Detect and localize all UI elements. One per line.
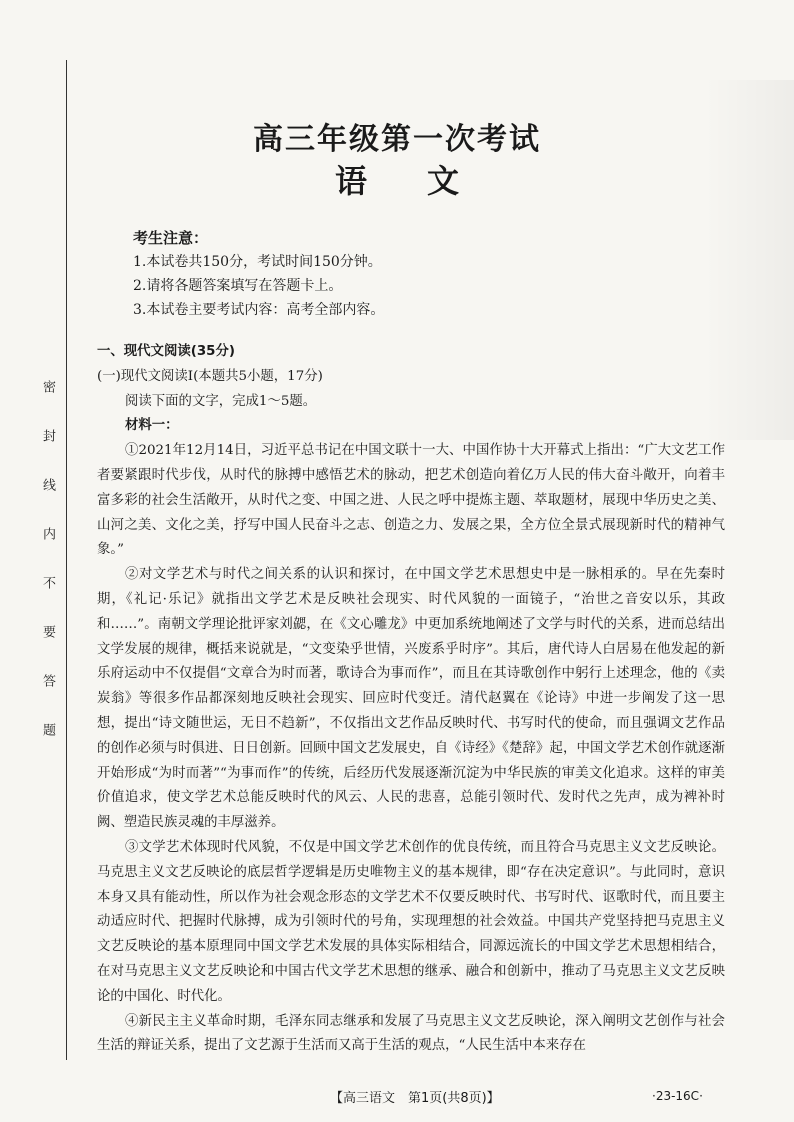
section-heading: 一、现代文阅读(35分) (97, 344, 235, 359)
paragraph: ①2021年12月14日，习近平总书记在中国文联十一大、中国作协十大开幕式上指出：“广大文艺工作者要紧跟时代步伐，从时代的脉搏中感悟艺术的脉动，把艺术创造向着亿万人民的伟大奋斗敞开，向着丰富多彩的社会生活敞开，从时代之变、中国之进、人民之呼中提炼主题、萃取题材，展现中华历史之美、山河之美、文化之美，抒写中国人民奋斗之志、创造之力、发展之果，全方位全景式展现新时代的精神气象。” (97, 443, 725, 558)
subject-title: 语文 (334, 162, 519, 200)
paragraph: ④新民主主义革命时期，毛泽东同志继承和发展了马克思主义文艺反映论，深入阐明文艺创作与社会生活的辩证关系，提出了文艺源于生活而又高于生活的观点，“人民生活中本来存在 (97, 1013, 725, 1054)
notice-heading: 考生注意： (133, 229, 209, 247)
reading-section (97, 340, 725, 1059)
material-label: 材料一： (125, 418, 179, 434)
binding-notice: 密封线内不要答题 (40, 380, 55, 772)
paragraph: ③文学艺术体现时代风貌，不仅是中国文学艺术创作的优良传统，而且符合马克思主义文艺反映论。马克思主义文艺反映论的底层哲学逻辑是历史唯物主义的基本规律，即“存在决定意识”。与此同时，意识本身又具有能动性，所以作为社会观念形态的文学艺术不仅要反映时代、书写时代、讴歌时代，而且要主动适应时代、把握时代脉搏，成为引领时代的号角，实现理想的社会效益。中国共产党坚持把马克思主义文艺反映论的基本原理同中国文学艺术发展的具体实际相结合，同源远流长的中国文学艺术思想相结合，在对马克思主义文艺反映论和中国古代文学艺术思想的继承、融合和创新中，推动了马克思主义文艺反映论的中国化、时代化。 (97, 839, 725, 1004)
exam-title: 高三年级第一次考试 (253, 122, 541, 157)
paper-code: ·23-16C· (652, 1089, 703, 1103)
instruction: 阅读下面的文字，完成1～5题。 (125, 393, 317, 409)
binding-line (66, 60, 67, 1060)
notice-item: 3.本试卷主要考试内容：高考全部内容。 (133, 302, 385, 318)
page-footer: 【高三语文 第1页(共8页)】 (330, 1091, 500, 1106)
candidate-notice (133, 226, 384, 322)
subsection-heading: (一)现代文阅读Ⅰ(本题共5小题，17分) (97, 368, 323, 384)
notice-item: 2.请将各题答案填写在答题卡上。 (133, 278, 343, 294)
paragraph: ②对文学艺术与时代之间关系的认识和探讨，在中国文学艺术思想史中是一脉相承的。早在先秦时期，《礼记·乐记》就指出文学艺术是反映社会现实、时代风貌的一面镜子，“治世之音安以乐，其政和……”。南朝文学理论批评家刘勰，在《文心雕龙》中更加系统地阐述了文学与时代的关系，进而总结出文学发展的规律，概括来说就是，“文变染乎世情，兴废系乎时序”。其后，唐代诗人白居易在他发起的新乐府运动中不仅提倡“文章合为时而著，歌诗合为事而作”，而且在其诗歌创作中躬行上述理念，他的《卖炭翁》等很多作品都深刻地反映社会现实、回应时代变迁。清代赵翼在《论诗》中进一步阐发了这一思想，提出“诗文随世运，无日不趋新”，不仅指出文艺作品反映时代、书写时代的使命，而且强调文艺作品的创作必须与时俱进、日日创新。回顾中国文艺发展史，自《诗经》《楚辞》起，中国文学艺术创作就逐渐开始形成“为时而著”“为事而作”的传统，后经历代发展逐渐沉淀为中华民族的审美文化追求。这样的审美价值追求，使文学艺术总能反映时代的风云、人民的悲喜，总能引领时代、发时代之先声，成为裨补时阙、塑造民族灵魂的丰厚滋养。 (97, 567, 725, 831)
notice-item: 1.本试卷共150分，考试时间150分钟。 (133, 254, 382, 270)
